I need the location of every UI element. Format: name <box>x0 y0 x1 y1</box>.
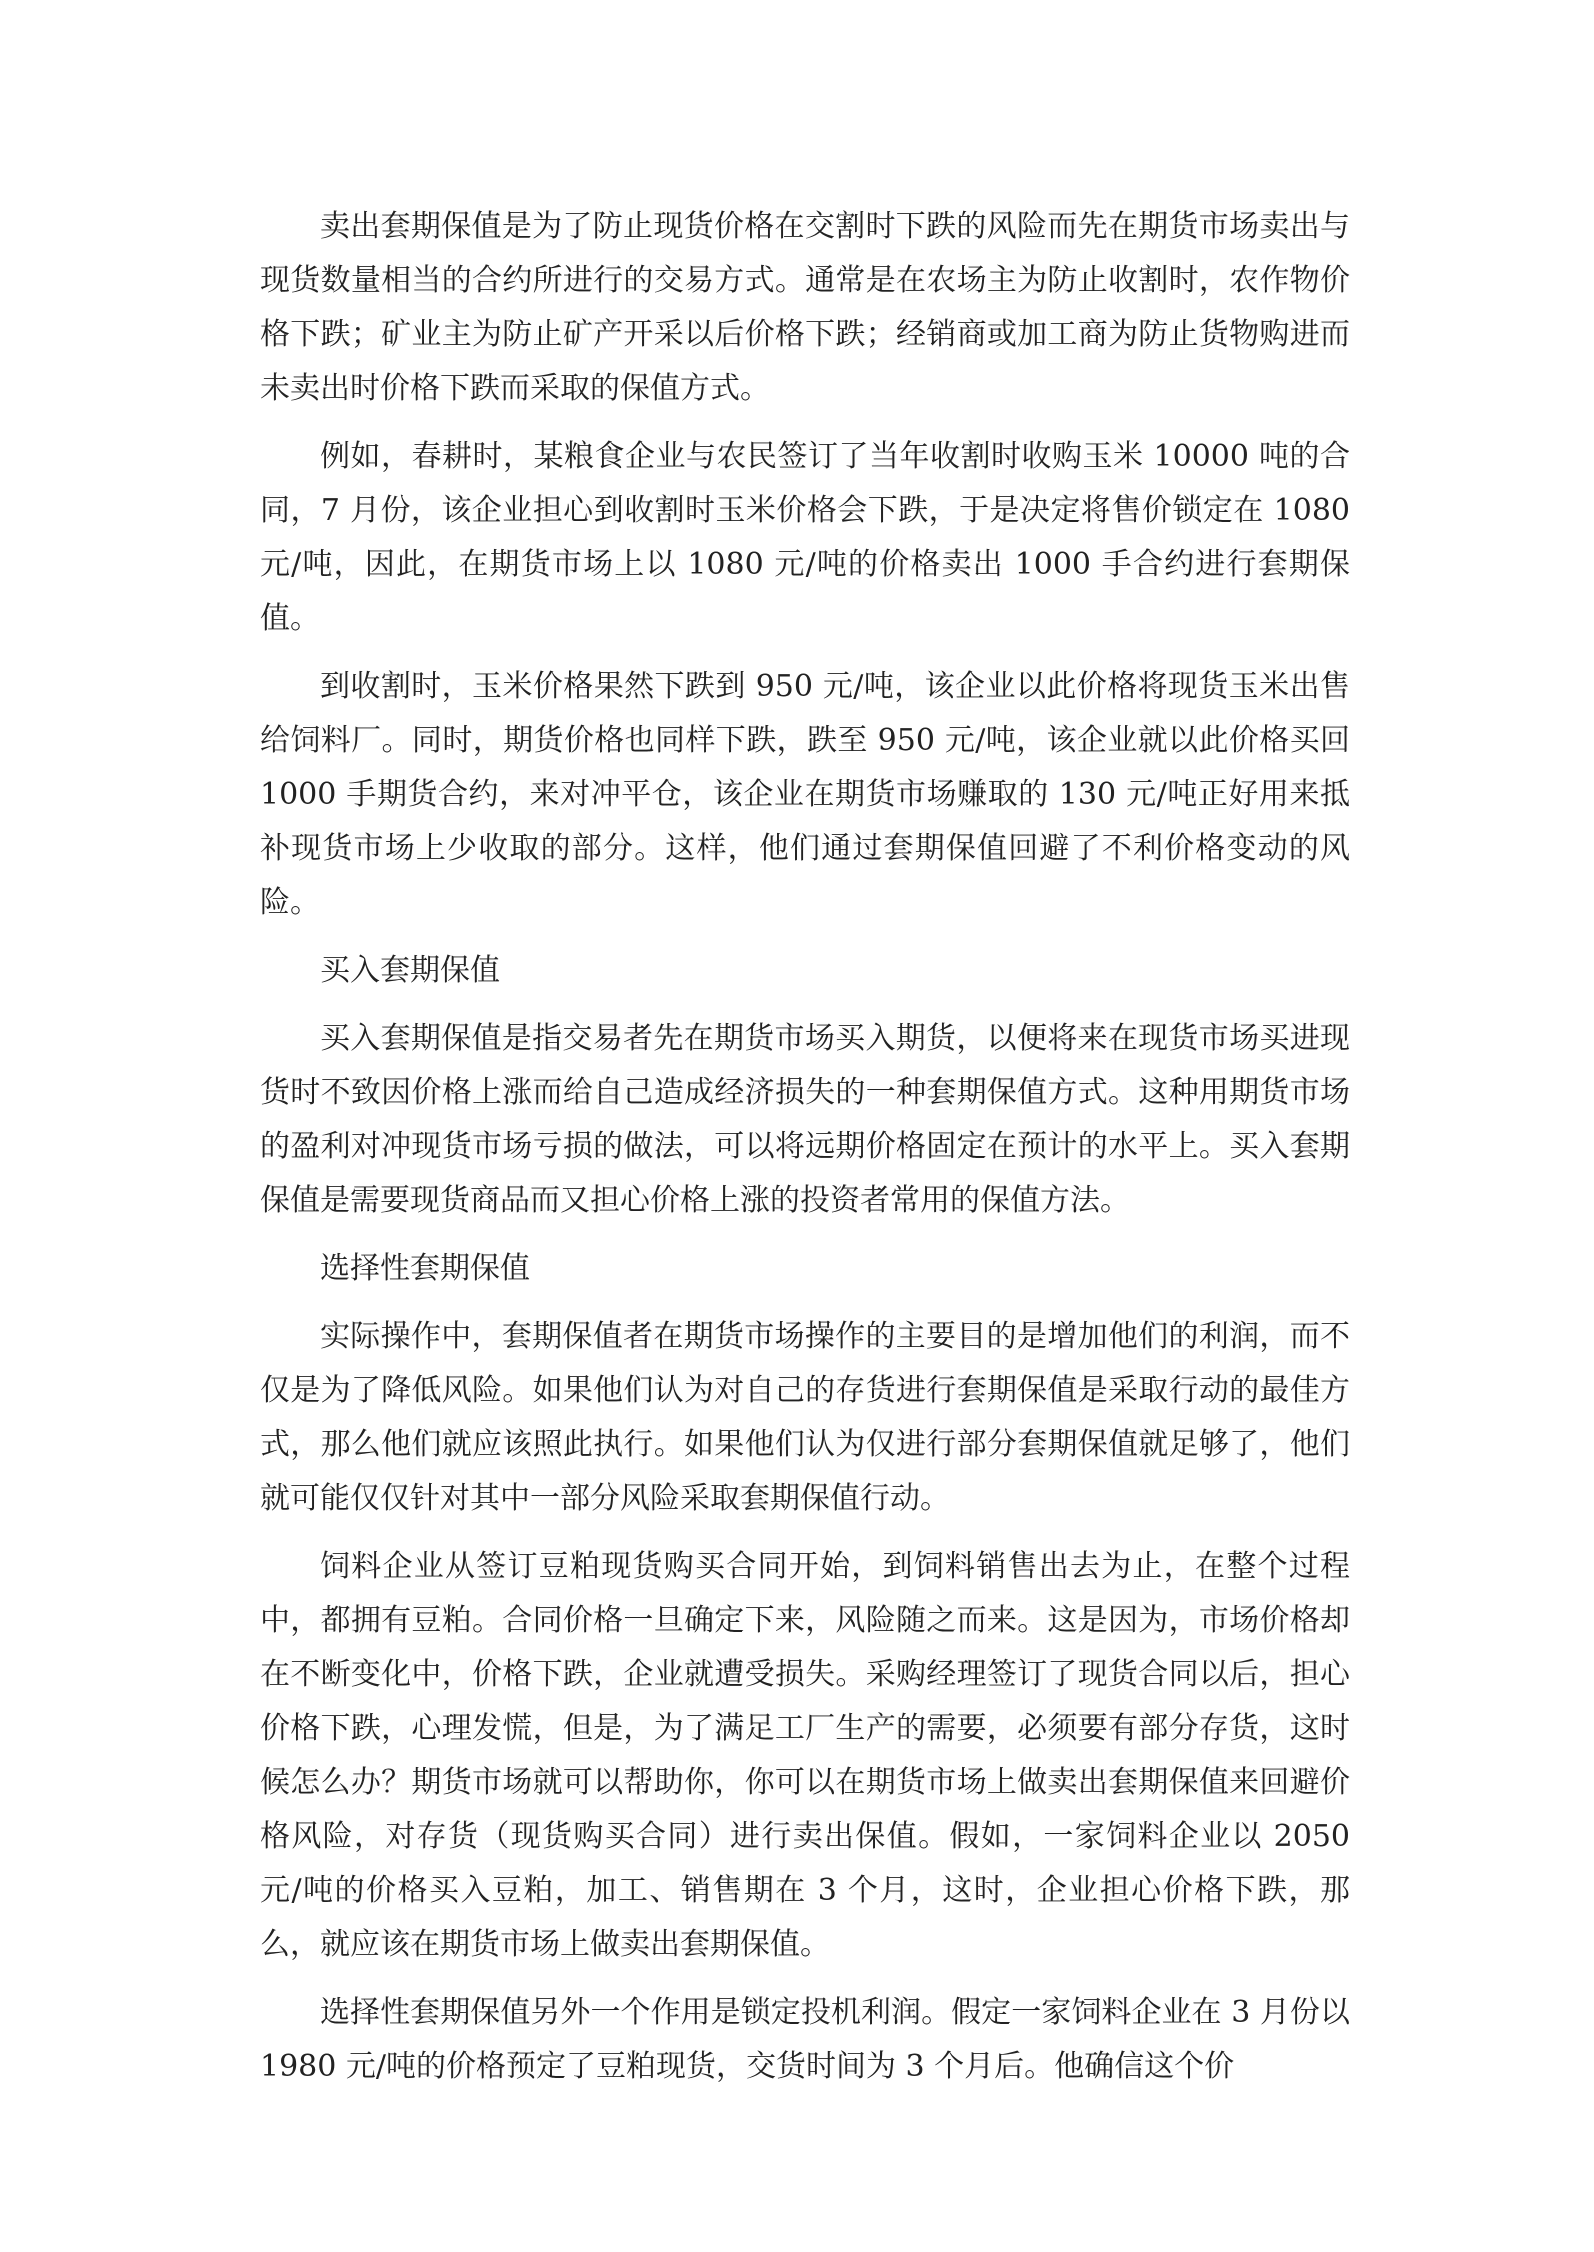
paragraph-selective-hedge: 实际操作中，套期保值者在期货市场操作的主要目的是增加他们的利润，而不仅是为了降低风险。如果他们认为对自己的存货进行套期保值是采取行动的最佳方式，那么他们就应该照此执行。如果他们认为仅进行部分套期保值就足够了，他们就可能仅仅针对其中一部分风险采取套期保值行动。 <box>260 1319 1350 1516</box>
paragraph-corn-example: 例如，春耕时，某粮食企业与农民签订了当年收割时收购玉米 10000 吨的合同，7 月份，该企业担心到收割时玉米价格会下跌，于是决定将售价锁定在 1080 元/吨，因此，在期货市场上以 1080 元/吨的价格卖出 1000 手合约进行套期保值。 <box>260 439 1350 636</box>
paragraph-buy-hedge: 买入套期保值是指交易者先在期货市场买入期货，以便将来在现货市场买进现货时不致因价格上涨而给自己造成经济损失的一种套期保值方式。这种用期货市场的盈利对冲现货市场亏损的做法，可以将远期价格固定在预计的水平上。买入套期保值是需要现货商品而又担心价格上涨的投资者常用的保值方法。 <box>260 1021 1350 1218</box>
paragraph-feed-enterprise: 饲料企业从签订豆粕现货购买合同开始，到饲料销售出去为止，在整个过程中，都拥有豆粕。合同价格一旦确定下来，风险随之而来。这是因为，市场价格却在不断变化中，价格下跌，企业就遭受损失。采购经理签订了现货合同以后，担心价格下跌，心理发慌，但是，为了满足工厂生产的需要，必须要有部分存货，这时候怎么办？期货市场就可以帮助你，你可以在期货市场上做卖出套期保值来回避价格风险，对存货（现货购买合同）进行卖出保值。假如，一家饲料企业以 2050 元/吨的价格买入豆粕，加工、销售期在 3 个月，这时，企业担心价格下跌，那么，就应该在期货市场上做卖出套期保值。 <box>260 1549 1350 1962</box>
paragraph-sell-hedge: 卖出套期保值是为了防止现货价格在交割时下跌的风险而先在期货市场卖出与现货数量相当的合约所进行的交易方式。通常是在农场主为防止收割时，农作物价格下跌；矿业主为防止矿产开采以后价格下跌；经销商或加工商为防止货物购进而未卖出时价格下跌而采取的保值方式。 <box>260 209 1350 406</box>
paragraph-lock-profit: 选择性套期保值另外一个作用是锁定投机利润。假定一家饲料企业在 3 月份以 1980 元/吨的价格预定了豆粕现货，交货时间为 3 个月后。他确信这个价 <box>260 1995 1350 2084</box>
document-body <box>260 200 1350 2108</box>
heading-selective-hedge: 选择性套期保值 <box>320 1251 530 1286</box>
paragraph-harvest-result: 到收割时，玉米价格果然下跌到 950 元/吨，该企业以此价格将现货玉米出售给饲料厂。同时，期货价格也同样下跌，跌至 950 元/吨，该企业就以此价格买回 1000 手期货合约，来对冲平仓，该企业在期货市场赚取的 130 元/吨正好用来抵补现货市场上少收取的部分。这样，他们通过套期保值回避了不利价格变动的风险。 <box>260 669 1350 920</box>
heading-buy-hedge: 买入套期保值 <box>320 953 500 988</box>
